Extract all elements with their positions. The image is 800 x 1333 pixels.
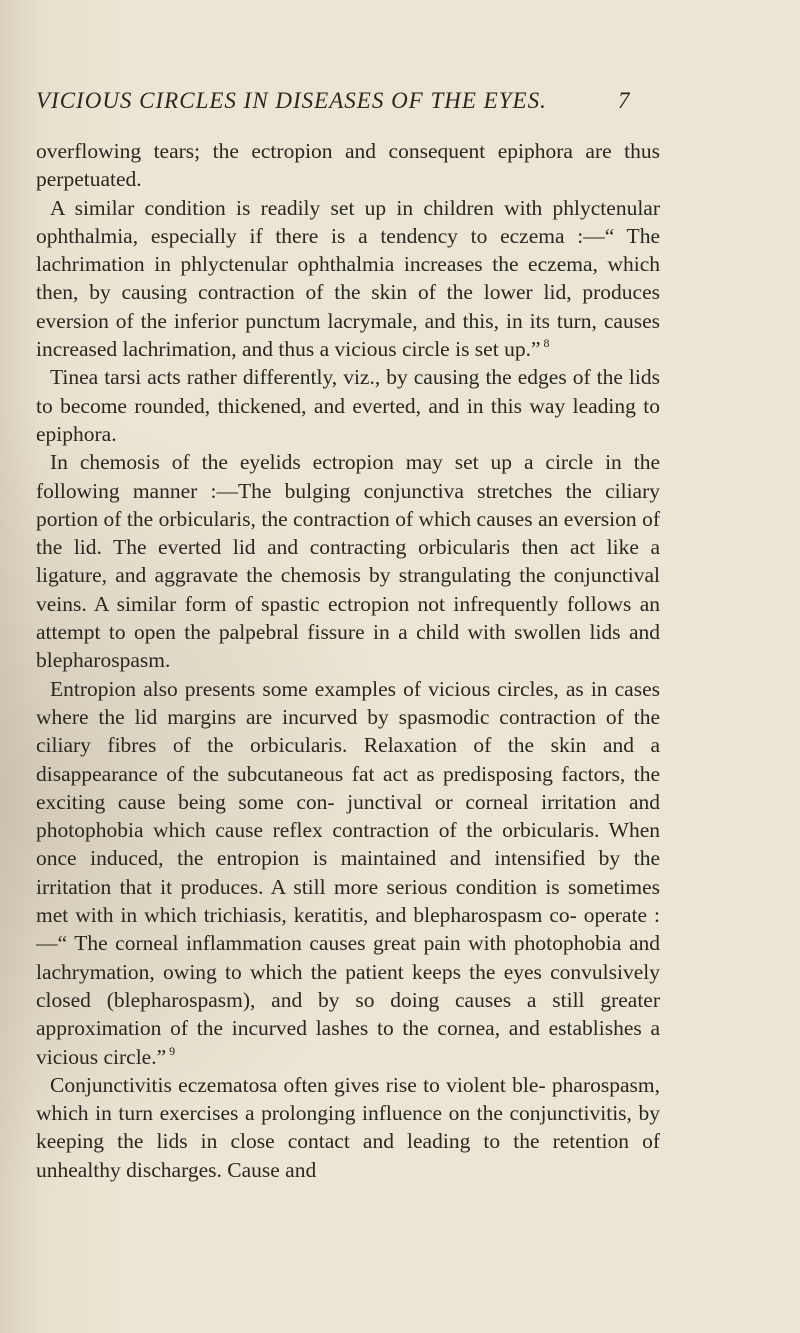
paragraph-phlyctenular [36,194,660,364]
paragraph-text: Tinea tarsi acts rather differently, viz., by causing the edges of the lids to become rounded, thickened, and everted, and in this way leading to epiphora. [36,365,660,446]
paragraph-text: In chemosis of the eyelids ectropion may set up a circle in the following manner :—The bulging conjunctiva stretches the ciliary portion of the orbicularis, the contraction of which causes an eversion of the lid. The everted lid and contracting orbicularis then act like a ligature, and aggravate the chemosis by strangulating the conjunctival veins. A similar form of spastic ectropion not infrequently follows an attempt to open the palpebral fissure in a child with swollen lids and blepharospasm. [36,450,660,673]
paragraph-text: Entropion also presents some examples of vicious circles, as in cases where the lid margins are incurved by spasmodic contraction of the ciliary fibres of the orbicularis. Relaxation of the skin and a disappearance of the subcutaneous fat act as predisposing factors, the exciting cause being some con- junctival or corneal irritation and photophobia which cause reflex contraction of the orbicularis. When once induced, the entropion is maintained and intensified by the irritation that it produces. A still more serious condition is sometimes met with in which trichiasis, keratitis, and blepharospasm co- operate :—“ The corneal inflammation causes great pain with photophobia and lachrymation, owing to which the patient keeps the eyes convulsively closed (blepharospasm), and by so doing causes a still greater approximation of the incurved lashes to the cornea, and establishes a vicious circle.” [36,676,660,1069]
footnote-ref: 8 [543,336,550,351]
paragraph-continuation [36,137,660,194]
paragraph-text: Conjunctivitis eczematosa often gives rise to violent ble- pharospasm, which in turn exercises a prolonging influence on the conjunctivitis, by keeping the lids in close contact and leading to the retention of unhealthy discharges. Cause and [36,1072,660,1182]
footnote-ref: 9 [169,1043,176,1058]
paragraph-text: A similar condition is readily set up in children with phlyctenular ophthalmia, especially if there is a tendency to eczema :—“ The lachrimation in phlyctenular ophthalmia increases the eczema, which then, by causing contraction of the skin of the lower lid, produces eversion of the inferior punctum lacrymale, and this, in its turn, causes increased lachrimation, and thus a vicious circle is set up.” [36,195,660,362]
paragraph-chemosis [36,448,660,674]
body-text [36,137,660,1184]
running-header: VICIOUS CIRCLES IN DISEASES OF THE EYES. [36,88,547,113]
page-number: 7 [618,88,630,113]
paragraph-conjunctivitis [36,1071,660,1184]
paragraph-text: overflowing tears; the ectropion and consequent epiphora are thus perpetuated. [36,139,660,192]
paragraph-tinea [36,363,660,448]
paragraph-entropion [36,675,660,1071]
